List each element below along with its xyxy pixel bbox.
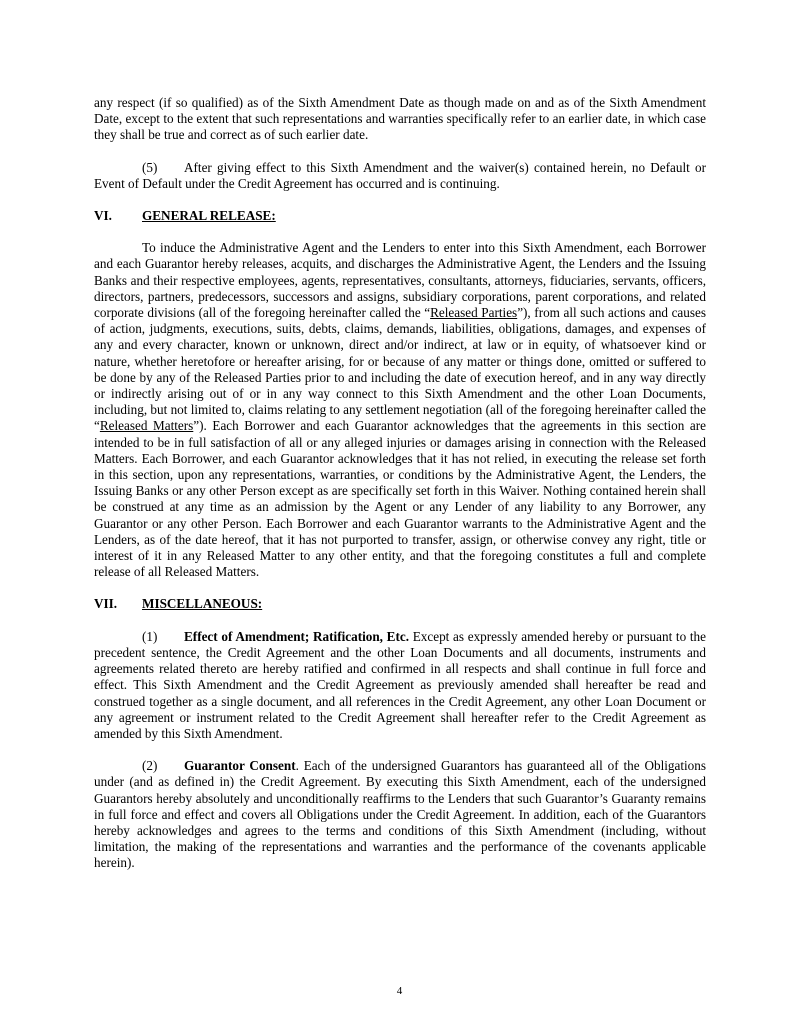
misc-item-2-heading: Guarantor Consent (184, 758, 296, 774)
misc-item-1-paragraph (94, 629, 706, 742)
section-7-title: MISCELLANEOUS: (142, 596, 263, 612)
release-text-part2: ”), from all such actions and causes of action, judgments, executions, suits, debts, claims, demands, liabilities, obligations, damages, and expenses of any and every character, known or unknown, direct and/or indirect, at law or in equity, of whatsoever kind or nature, whether heretofore or hereafter arising, for or because of any matter or things done, omitted or suffered to be done by any of the Released Parties prior to and including the date of execution hereof, and in any way directly or indirectly arising out of or in any way connect to this Sixth Amendment and the other Loan Documents, including, but not limited to, claims relating to any settlement negotiation (all of the foregoing hereinafter called the “ (94, 305, 706, 434)
misc-item-1-text: Except as expressly amended hereby or pursuant to the precedent sentence, the Credit Agreement and the other Loan Documents and all documents, instruments and agreements related thereto are hereby ratified and confirmed in all respects and shall continue in full force and effect. This Sixth Amendment and the Credit Agreement as previously amended shall hereafter be read and construed together as a single document, and all references in the Credit Agreement, any other Loan Document or any agreement or instrument related to the Credit Agreement shall hereafter refer to the Credit Agreement as amended by this Sixth Amendment. (94, 628, 707, 741)
section-6-heading (94, 208, 706, 224)
item-5-number: (5) (142, 159, 158, 175)
document-page (94, 95, 706, 888)
misc-item-2-number: (2) (142, 758, 158, 774)
item-5-text: After giving effect to this Sixth Amendment and the waiver(s) contained herein, no Default or Event of Default under the Credit Agreement has occurred and is continuing. (94, 159, 706, 191)
section-7-number: VII. (94, 596, 118, 612)
section-6-title: GENERAL RELEASE: (142, 208, 276, 224)
item-5-paragraph (94, 160, 706, 192)
continuation-paragraph: any respect (if so qualified) as of the Sixth Amendment Date as though made on and as of the Sixth Amendment Date, except to the extent that such representations and warranties specifically refer to an earlier date, in which case they shall be true and correct as of such earlier date. (94, 95, 706, 143)
misc-item-2-text: . Each of the undersigned Guarantors has guaranteed all of the Obligations under (and as defined in) the Credit Agreement. By executing this Sixth Amendment, each of the undersigned Guarantors hereby absolutely and unconditionally reaffirms to the Lenders that such Guarantor’s Guaranty remains in full force and effect and covers all Obligations under the Credit Agreement. In addition, each of the Guarantors hereby acknowledges and agrees to the terms and conditions of this Sixth Amendment (including, without limitation, the making of the representations and warranties and the performance of the covenants applicable herein). (94, 758, 706, 871)
section-6-number: VI. (94, 208, 112, 224)
misc-item-1-heading: Effect of Amendment; Ratification, Etc. (184, 628, 410, 644)
release-text-part3: ”). Each Borrower and each Guarantor acknowledges that the agreements in this section are intended to be in full satisfaction of all or any alleged injuries or damages arising in connection with the Released Matters. Each Borrower, and each Guarantor acknowledges that it has not relied, in executing the release set forth in this section, upon any representations, warranties, or conditions by the Administrative Agent, the Lenders, the Issuing Banks or any other Person except as are specifically set forth in this Waiver. Nothing contained herein shall be construed at any time as an admission by the Agent or any Lender of any liability to any Borrower, any Guarantor or any other Person. Each Borrower and each Guarantor warrants to the Administrative Agent and the Lenders, as of the date hereof, that it has not purported to transfer, assign, or otherwise convey any right, title or interest of it in any Released Matter to any other entity, and that the foregoing constitutes a full and complete release of all Released Matters. (94, 418, 706, 580)
misc-item-2-paragraph (94, 758, 706, 871)
section-7-heading (94, 596, 706, 612)
release-text-part1: To induce the Administrative Agent and the Lenders to enter into this Sixth Amendment, each Borrower and each Guarantor hereby releases, acquits, and discharges the Administrative Agent, the Lenders and the Issuing Banks and their respective employees, agents, representatives, consultants, attorneys, fiduciaries, servants, officers, directors, partners, predecessors, successors and assigns, subsidiary corporations, parent corporations, and related corporate divisions (all of the foregoing hereinafter called the “ (94, 240, 706, 321)
released-matters-term: Released Matters (99, 418, 194, 434)
misc-item-1-number: (1) (142, 628, 158, 644)
general-release-paragraph (94, 240, 706, 580)
released-parties-term: Released Parties (430, 305, 518, 321)
page-number: 4 (396, 985, 403, 997)
